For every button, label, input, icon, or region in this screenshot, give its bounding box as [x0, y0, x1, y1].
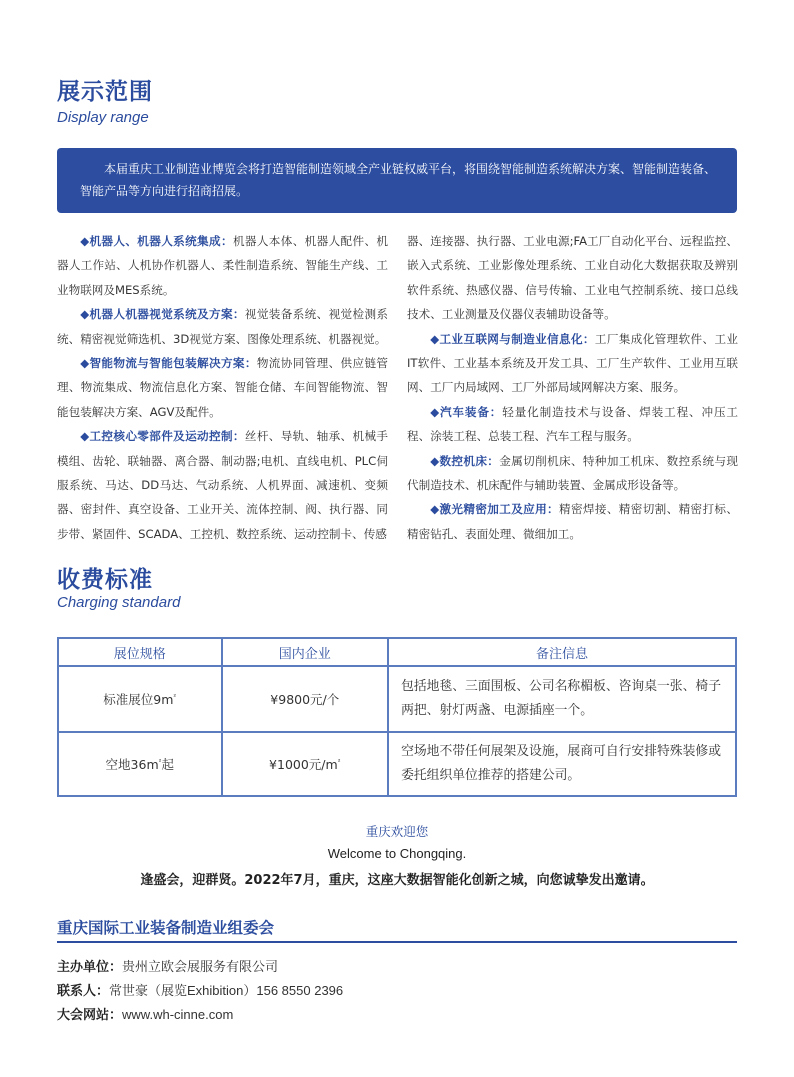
categories-right-column	[407, 229, 738, 546]
fee-table	[57, 637, 737, 797]
website-info	[57, 1004, 233, 1023]
invitation-text: 逢盛会，迎群贤。2022年7月，重庆，这座大数据智能化创新之城，向您诚挚发出邀请。	[140, 873, 654, 888]
display-range-subtitle: Display range	[57, 109, 149, 126]
category-item	[57, 302, 388, 351]
contact-value: 常世豪（展览Exhibition）156 8550 2396	[109, 983, 344, 998]
contact-label: 联系人：	[57, 984, 110, 999]
spec-suffix: 起	[161, 757, 174, 772]
category-name: ◆工业互联网与制造业信息化：	[430, 331, 595, 346]
category-item	[57, 424, 388, 546]
category-items: 精密焊接、精密切割、精密打标、精密钻孔、表面处理、微细加工。	[407, 502, 738, 541]
category-items: 金属切削机床、特种加工机床、数控系统与现代制造技术、机床配件与辅助装置、金属成形设备等。	[407, 453, 738, 493]
table-row	[58, 732, 736, 796]
organizer-divider	[57, 941, 737, 943]
category-name: ◆汽车装备：	[430, 404, 503, 419]
category-items: 物流协同管理、供应链管理、物流集成、物流信息化方案、智能仓储、车间智能物流、智能包装解决方案、AGV及配件。	[57, 356, 388, 419]
category-item	[57, 229, 388, 302]
category-item	[407, 449, 738, 498]
category-item	[57, 351, 388, 424]
host-label: 主办单位：	[57, 960, 123, 975]
categories-left-column	[57, 229, 388, 546]
category-items: 丝杆、导轨、轴承、机械手模组、齿轮、联轴器、离合器、制动器;电机、直线电机、PLC伺服系统、马达、DD马达、气动系统、人机界面、减速机、变频器、密封件、真空设备、工业开关、流体控制、阀、执行器、同步带、紧固件、SCADA、工控机、数控系统、运动控制卡、传感	[57, 429, 388, 541]
spec-text: 空地36m	[105, 757, 159, 772]
cell-price	[222, 666, 389, 732]
intro-text: 本届重庆工业制造业博览会将打造智能制造领域全产业链权威平台，将围绕智能制造系统解决方案、智能制造装备、智能产品等方向进行招商招展。	[80, 162, 717, 198]
charging-standard-subtitle: Charging standard	[57, 594, 181, 611]
cell-spec	[58, 666, 222, 732]
price-text: ¥1000元/m	[269, 757, 338, 772]
category-name: ◆机器人机器视觉系统及方案：	[80, 307, 245, 322]
category-item	[407, 400, 738, 449]
website-link[interactable]: www.wh-cinne.com	[122, 1007, 234, 1022]
display-range-title: 展示范围	[57, 79, 153, 105]
category-item	[407, 327, 738, 400]
category-name: ◆激光精密加工及应用：	[430, 502, 560, 517]
category-name: ◆机器人、机器人系统集成：	[80, 234, 233, 248]
cell-note: 空场地不带任何展架及设施，展商可自行安排特殊装修或委托组织单位推荐的搭建公司。	[388, 732, 736, 796]
category-name: ◆数控机床：	[430, 453, 500, 468]
welcome-chinese: 重庆欢迎您	[365, 824, 429, 839]
contact-info	[57, 980, 343, 999]
header-domestic: 国内企业	[222, 638, 389, 666]
category-items: 工厂集成化管理软件、工业IT软件、工业基本系统及开发工具、工厂生产软件、工业用互联网、工厂内局域网、工厂外部局域网解决方案、服务。	[407, 331, 738, 395]
cell-note: 包括地毯、三面围板、公司名称楣板、咨询桌一张、椅子两把、射灯两盏、电源插座一个。	[388, 666, 736, 732]
host-value: 贵州立欧会展服务有限公司	[122, 959, 279, 974]
category-items: 轻量化制造技术与设备、焊装工程、冲压工程、涂装工程、总装工程、汽车工程与服务。	[407, 404, 738, 444]
category-name: ◆工控核心零部件及运动控制：	[80, 429, 245, 444]
website-label: 大会网站：	[57, 1008, 123, 1023]
square-sup: ²	[158, 757, 162, 766]
table-row	[58, 666, 736, 732]
category-item-continued	[407, 229, 738, 327]
category-items: 视觉装备系统、视觉检测系统、精密视觉筛选机、3D视觉方案、图像处理系统、机器视觉。	[57, 307, 388, 346]
charging-standard-title: 收费标准	[57, 567, 153, 593]
category-items: 器、连接器、执行器、工业电源;FA工厂自动化平台、远程监控、嵌入式系统、工业影像处理系统、工业自动化大数据获取及辨别软件系统、热感仪器、信号传输、工业电气控制系统、接口总线技术、工业测量及仪器仪表辅助设备等。	[407, 234, 738, 322]
cell-price	[222, 732, 389, 796]
header-spec: 展位规格	[58, 638, 222, 666]
category-items: 机器人本体、机器人配件、机器人工作站、人机协作机器人、柔性制造系统、智能生产线、工业物联网及MES系统。	[57, 234, 388, 297]
table-header-row	[58, 638, 736, 666]
organizer-title: 重庆国际工业装备制造业组委会	[57, 919, 275, 937]
category-name: ◆智能物流与智能包装解决方案：	[80, 356, 257, 371]
intro-banner	[57, 148, 737, 213]
header-notes: 备注信息	[388, 638, 736, 666]
square-sup: ²	[337, 757, 341, 766]
square-sup: ²	[173, 692, 177, 701]
spec-text: 标准展位9m	[103, 692, 174, 707]
host-info	[57, 956, 278, 975]
category-item	[407, 497, 738, 546]
welcome-english: Welcome to Chongqing.	[327, 846, 467, 861]
cell-spec	[58, 732, 222, 796]
price-text: ¥9800元/个	[270, 692, 340, 707]
